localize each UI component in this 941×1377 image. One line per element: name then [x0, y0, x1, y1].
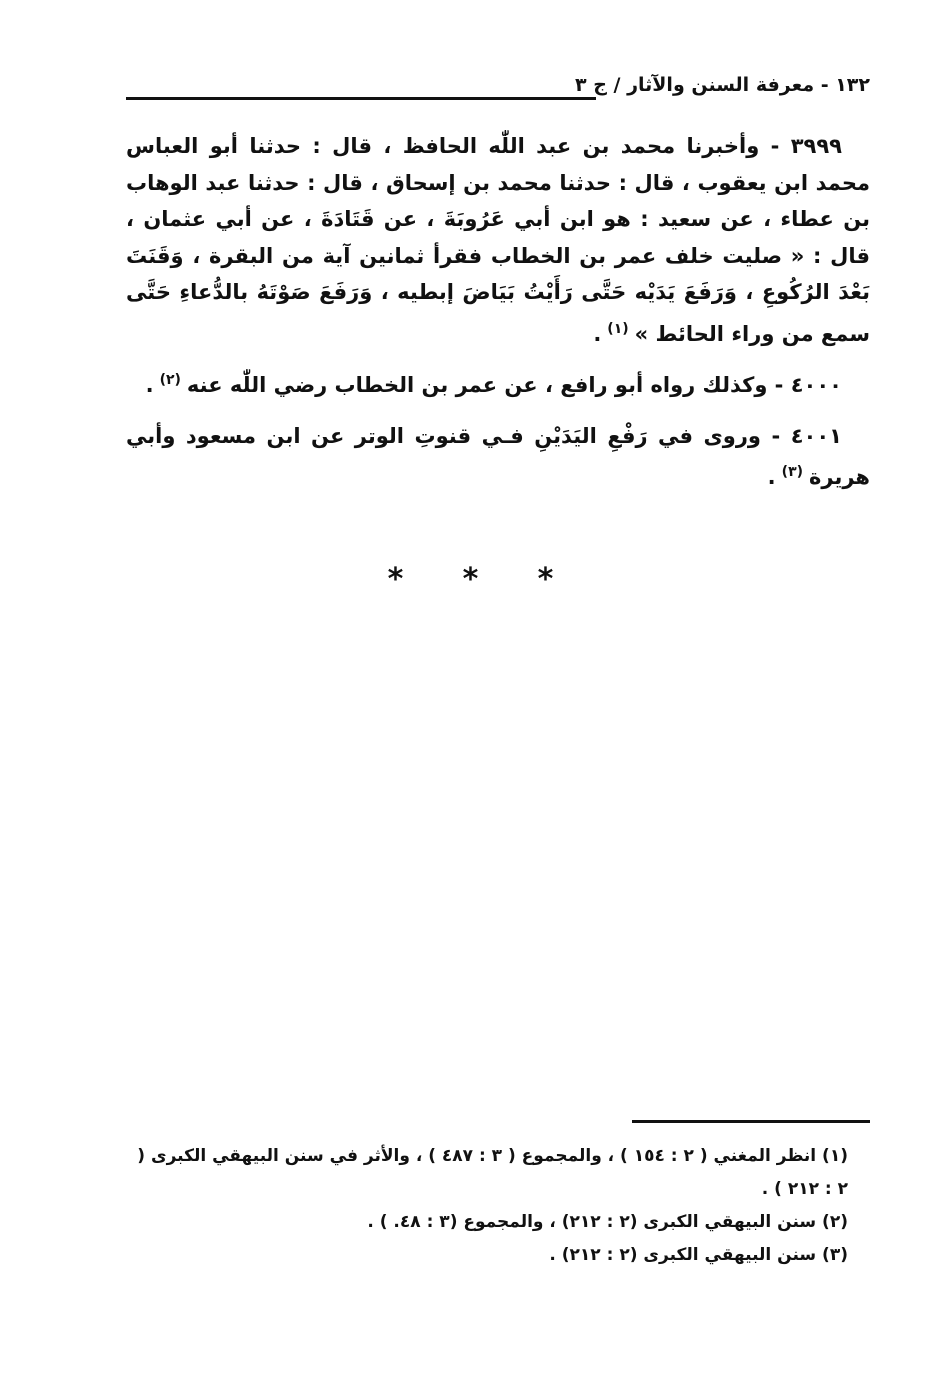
footnote-rule	[632, 1120, 870, 1123]
hadith-4001-text: ٤٠٠١ - وروى في رَفْعِ اليَدَيْنِ فـي قنوتِ الوتر عن ابن مسعود وأبي هريرة	[126, 423, 870, 489]
hadith-3999-text: ٣٩٩٩ - وأخبرنا محمد بن عبد اللّٰه الحافظ ، قال : حدثنا أبو العباس محمد ابن يعقوب ، قال : حدثنا محمد بن إسحاق ، قال : حدثنا عبد الوهاب بن عطاء ، عن سعيد : هو ابن أبي عَرُوبَةَ ، عن قَتَادَةَ ، عن أبي عثمان ، قال : « صليت خلف عمر بن الخطاب فقرأ ثمانين آية من البقرة ، وَقَنَتَ بَعْدَ الرُكُوعِ ، وَرَفَعَ يَدَيْه حَتَّى رَأَيْتُ بَيَاضَ إبطيه ، وَرَفَعَ صَوْتَهُ بالدُّعاءِ حَتَّى سمع من وراء الحائط »	[126, 134, 870, 346]
main-text	[126, 128, 870, 496]
footnote-ref-1: (١)	[607, 320, 629, 337]
footnote-1: (١) انظر المغني ( ٢ : ١٥٤ ) ، والمجموع ( ٣ : ٤٨٧ ) ، والأثر في سنن البيهقي الكبرى ( ٢ : ٢١٢ ) .	[137, 1146, 848, 1199]
hadith-4000-text: ٤٠٠٠ - وكذلك رواه أبو رافع ، عن عمر بن الخطاب رضي اللّٰه عنه	[186, 373, 842, 397]
running-title: ١٣٢ - معرفة السنن والآثار / ج ٣	[574, 74, 870, 96]
footnote-ref-2: (٢)	[159, 372, 181, 388]
separator-star: *	[387, 562, 404, 597]
footnote-3: (٣) سنن البيهقي الكبرى (٢ : ٢١٢) .	[549, 1245, 848, 1265]
section-separator	[0, 562, 941, 597]
footnote-2: (٢) سنن البيهقي الكبرى (٢ : ٢١٢) ، والمجموع (٣ : ٤٨. ) .	[367, 1212, 848, 1232]
hadith-3999-end: .	[593, 321, 602, 346]
footnote-ref-3: (٣)	[781, 464, 804, 480]
hadith-4001	[126, 418, 870, 496]
header-rule	[126, 97, 596, 100]
hadith-4000	[126, 362, 870, 404]
footnotes	[126, 1140, 870, 1272]
hadith-4001-end: .	[767, 465, 776, 489]
separator-star: *	[537, 562, 554, 597]
separator-star: *	[462, 562, 479, 597]
hadith-4000-end: .	[145, 373, 154, 397]
hadith-3999	[126, 128, 870, 352]
page-header	[126, 70, 870, 110]
